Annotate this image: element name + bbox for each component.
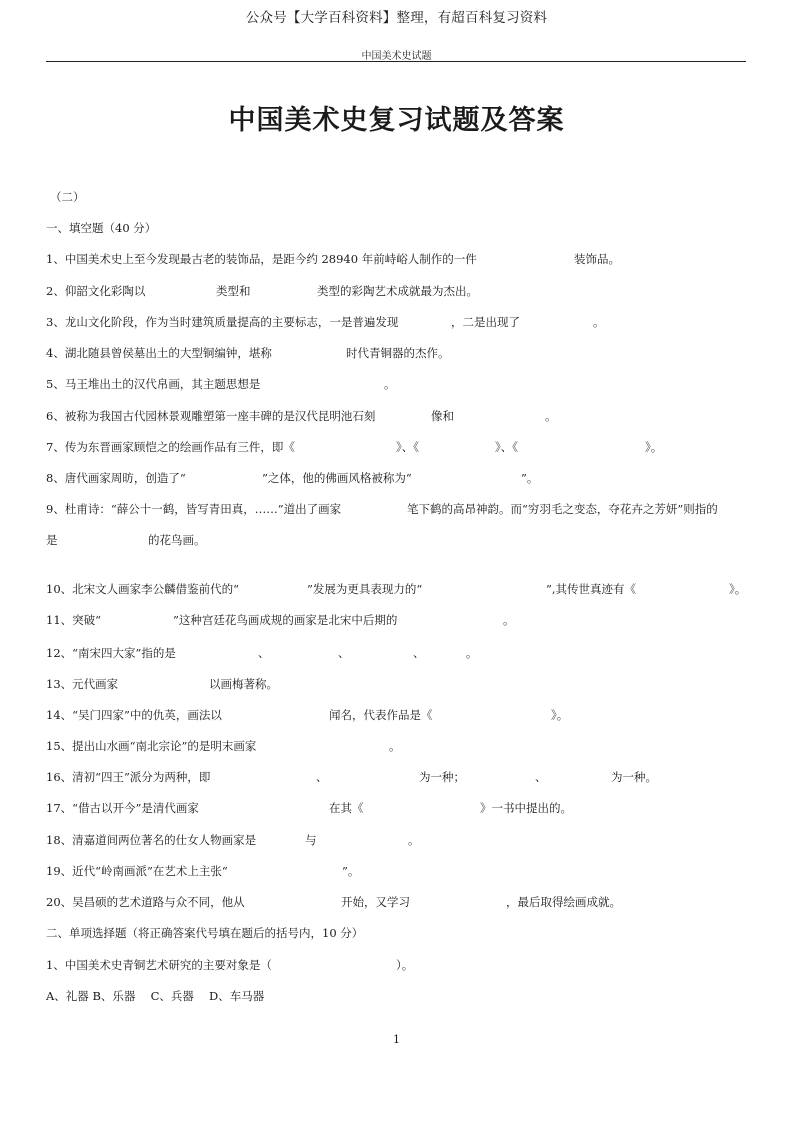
q9-text-end: 的花鸟画。 [148,533,206,547]
q3-text: 3、龙山文化阶段，作为当时建筑质量提高的主要标志，一是普遍发现 [46,315,399,329]
q16-sep2: 、 [535,770,547,784]
q11-text-mid: ”这种宫廷花鸟画成规的画家是北宋中后期的 [173,613,398,627]
q8-text-mid: ”之体，他的佛画风格被称为“ [262,471,412,485]
q12-text: 12、“南宋四大家”指的是 [46,646,176,660]
q20-text: 20、吴昌硕的艺术道路与众不同，他从 [46,895,245,909]
q2-text-end: 类型的彩陶艺术成就最为杰出。 [317,284,478,298]
section1-heading: 一、填空题（40 分） [46,221,157,235]
q20-text-end: ，最后取得绘画成就。 [506,895,621,909]
q7-text-mid1: 》、《 [396,440,419,454]
q19-text-end: ”。 [342,864,360,878]
q3-text-end: 。 [593,315,605,329]
q9-text-line2: 是 [46,533,58,547]
q8-text-end: ”。 [521,471,539,485]
q8-text: 8、唐代画家周昉，创造了“ [46,471,186,485]
q11-text-end: 。 [503,613,515,627]
q14-text-end: 》。 [551,708,569,722]
q17-text: 17、“借古以开今”是清代画家 [46,801,199,815]
q17-text-mid: 在其《 [329,801,364,815]
section2-heading: 二、单项选择题（将正确答案代号填在题后的括号内，10 分） [46,926,364,940]
q10-text-mid1: ”发展为更具表现力的“ [307,582,423,596]
q2-text: 2、仰韶文化彩陶以 [46,284,146,298]
q16-text: 16、清初“四王”派分为两种，即 [46,770,211,784]
q18-text-mid: 与 [305,833,317,847]
q7-text: 7、传为东晋画家顾恺之的绘画作品有三件，即《 [46,440,295,454]
running-head: 中国美术史试题 [361,51,432,62]
q3-text-mid: ，二是出现了 [451,315,520,329]
q14-text-mid: 闻名，代表作品是《 [329,708,433,722]
q16-text-mid: 为一种； [419,770,465,784]
q12-sep3: 、 [413,646,425,660]
q6-text: 6、被称为我国古代园林景观雕塑第一座丰碑的是汉代昆明池石刻 [46,409,376,423]
q5-text: 5、马王堆出土的汉代帛画，其主题思想是 [46,377,261,391]
q19-text: 19、近代“岭南画派”在艺术上主张“ [46,864,228,878]
q16-sep1: 、 [316,770,328,784]
q1-text: 1、中国美术史上至今发现最古老的装饰品，是距今约 28940 年前峙峪人制作的一件 [46,252,477,266]
q12-text-end: 。 [466,646,478,660]
q5-text-end: 。 [384,377,396,391]
q6-text-end: 。 [545,409,557,423]
q13-text: 13、元代画家 [46,677,119,691]
q12-sep1: 、 [258,646,270,660]
q7-text-mid2: 》、《 [495,440,518,454]
q18-text-end: 。 [408,833,420,847]
mc-q1-text: 1、中国美术史青铜艺术研究的主要对象是（ [46,958,272,972]
q6-text-mid: 像和 [431,409,454,423]
q15-text-end: 。 [389,739,401,753]
q10-text-end: 》。 [729,582,747,596]
q12-sep2: 、 [338,646,350,660]
page-number: 1 [393,1033,400,1046]
q20-text-mid: 开始，又学习 [341,895,410,909]
q4-text-end: 时代青铜器的杰作。 [346,346,450,360]
part-label: （二） [50,190,85,204]
q10-text-mid2: ”,其传世真迹有《 [546,582,637,596]
watermark-text: 公众号【大学百科资料】整理，有超百科复习资料 [245,10,548,26]
q14-text: 14、“吴门四家”中的仇英，画法以 [46,708,222,722]
q9-text-cont: 笔下鹤的高昂神韵。而“穷羽毛之变态，夺花卉之芳妍”则指的 [407,502,718,516]
q13-text-end: 以画梅著称。 [209,677,278,691]
header-rule [46,61,746,62]
q17-text-end: 》一书中提出的。 [480,801,572,815]
q18-text: 18、清嘉道间两位著名的仕女人物画家是 [46,833,257,847]
q11-text: 11、突破“ [46,613,102,627]
document-title: 中国美术史复习试题及答案 [228,105,565,136]
mc-q1-text-end: ）。 [396,958,414,972]
q10-text: 10、北宋文人画家李公麟借鉴前代的“ [46,582,240,596]
mc-q1-options: A、礼器 B、乐器 C、兵器 D、车马器 [46,989,265,1003]
q15-text: 15、提出山水画“南北宗论”的是明末画家 [46,739,257,753]
q1-text-end: 装饰品。 [574,252,620,266]
q7-text-end: 》。 [645,440,663,454]
q16-text-end: 为一种。 [611,770,657,784]
q2-text-mid: 类型和 [216,284,251,298]
q4-text: 4、湖北随县曾侯墓出土的大型铜编钟，堪称 [46,346,272,360]
q9-text: 9、杜甫诗：“薛公十一鹤，皆写青田真，……”道出了画家 [46,502,342,516]
